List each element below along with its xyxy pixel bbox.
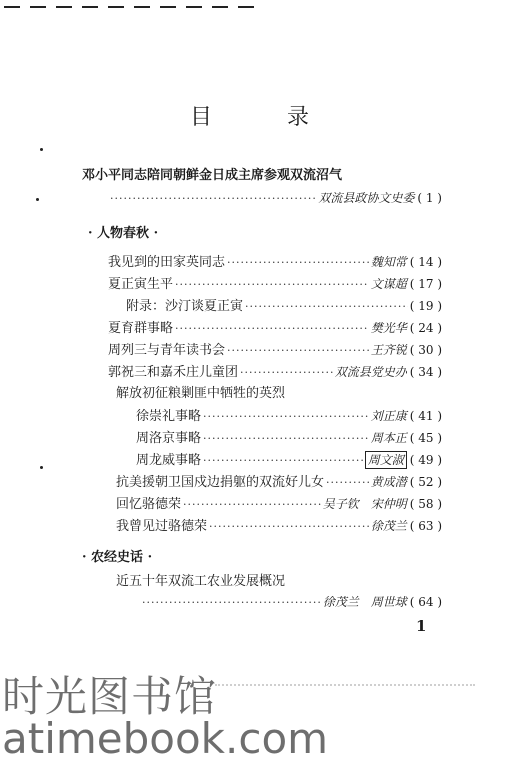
scan-speck [40,466,43,469]
toc-entry-line [108,188,442,208]
toc-entry-author: 双流县政协文史委 [318,191,415,205]
toc-entry-page: ( 24 ) [409,321,442,335]
toc-entry-author: 徐茂兰 周世球 [322,595,407,609]
toc-entry-title: 周列三与青年读书会 [108,343,226,358]
toc-entry [136,406,442,426]
leader-dots [227,253,369,273]
toc-entry-title: 夏正寅生平 [108,277,174,292]
leader-dots [203,451,363,471]
leader-dots [183,495,321,515]
leader-dots [227,341,369,361]
toc-entry [116,472,442,492]
leader-dots [203,429,369,449]
toc-entry-page: ( 30 ) [409,343,442,357]
scan-speck [40,148,43,151]
scan-speck [36,198,39,201]
toc-entry-page: ( 64 ) [409,595,442,609]
toc-entry-page: ( 49 ) [409,453,442,467]
page-number: 1 [416,617,427,635]
toc-entry [116,494,442,514]
toc-entry-title: 回忆骆德荣 [116,497,182,512]
leader-dots [142,593,321,613]
toc-entry-title: 抗美援朝卫国戍边捐躯的双流好儿女 [116,475,325,490]
leader-dots [175,275,369,295]
toc-entry-title: 夏育群事略 [108,321,174,336]
toc-entry-title: 附录：沙汀谈夏正寅 [126,299,244,314]
leader-dots [240,363,333,383]
toc-entry-author: 黄成潜 [370,475,407,489]
toc-entry-title: 近五十年双流工农业发展概况 [116,574,286,589]
toc-entry-author: 周文淑 [365,451,407,469]
toc-entry [108,274,442,294]
leader-dots [209,517,369,537]
toc-entry-page: ( 58 ) [409,497,442,511]
toc-entry-page: ( 41 ) [409,409,442,423]
watermark-text: 时光图书馆 [2,672,218,721]
toc-entry-page: ( 52 ) [409,475,442,489]
toc-entry-heading [116,572,416,592]
toc-entry-title: 徐崇礼事略 [136,409,202,424]
toc-entry [108,252,442,272]
page-title: 目 录 [190,105,343,130]
toc-entry-line [140,592,442,612]
toc-entry [108,362,442,382]
watermark-url: atimebook.com [2,714,329,763]
toc-entry-title: 周洛京事略 [136,431,202,446]
toc-entry-page: ( 17 ) [409,277,442,291]
toc-entry-page: ( 63 ) [409,519,442,533]
toc-entry-title: 邓小平同志陪同朝鲜金日成主席参观双流沼气 [82,168,343,183]
toc-entry-author: 吴子钦 宋仲明 [322,497,407,511]
toc-entry-author: 刘正康 [370,409,407,423]
toc-entry-author: 徐茂兰 [370,519,407,533]
toc-entry-author: 双流县党史办 [334,365,407,379]
toc-entry-author: 周本正 [370,431,407,445]
section-heading: · 人物春秋 · [88,226,159,241]
toc-entry-page: ( 1 ) [417,191,442,205]
toc-entry-title: 我曾见过骆德荣 [116,519,208,534]
leader-dots [110,189,316,209]
toc-entry [108,318,442,338]
toc-entry-page: ( 45 ) [409,431,442,445]
toc-entry-heading [116,384,416,404]
leader-dots [245,297,408,317]
top-dashed-rule [0,0,264,14]
toc-entry [126,296,442,316]
watermark-dotted-rule [215,684,475,688]
leader-dots [203,407,369,427]
toc-entry [136,428,442,448]
toc-entry-author: 文谋超 [370,277,407,291]
leader-dots [326,473,369,493]
leader-dots [175,319,369,339]
toc-entry-page: ( 14 ) [409,255,442,269]
toc-entry-title: 解放初征粮剿匪中牺牲的英烈 [116,386,286,401]
toc-entry [116,516,442,536]
toc-entry-page: ( 34 ) [409,365,442,379]
toc-entry-author: 王齐锐 [370,343,407,357]
toc-entry [108,340,442,360]
toc-entry-title: 周龙威事略 [136,453,202,468]
section-heading: · 农经史话 · [82,550,153,565]
toc-entry-author: 魏知常 [370,255,407,269]
toc-entry [136,450,442,470]
toc-entry-title: 郭祝三和嘉禾庄儿童团 [108,365,239,380]
toc-entry-page: ( 19 ) [409,299,442,313]
toc-entry-heading [82,166,382,186]
toc-entry-title: 我见到的田家英同志 [108,255,226,270]
toc-entry-author: 樊光华 [370,321,407,335]
